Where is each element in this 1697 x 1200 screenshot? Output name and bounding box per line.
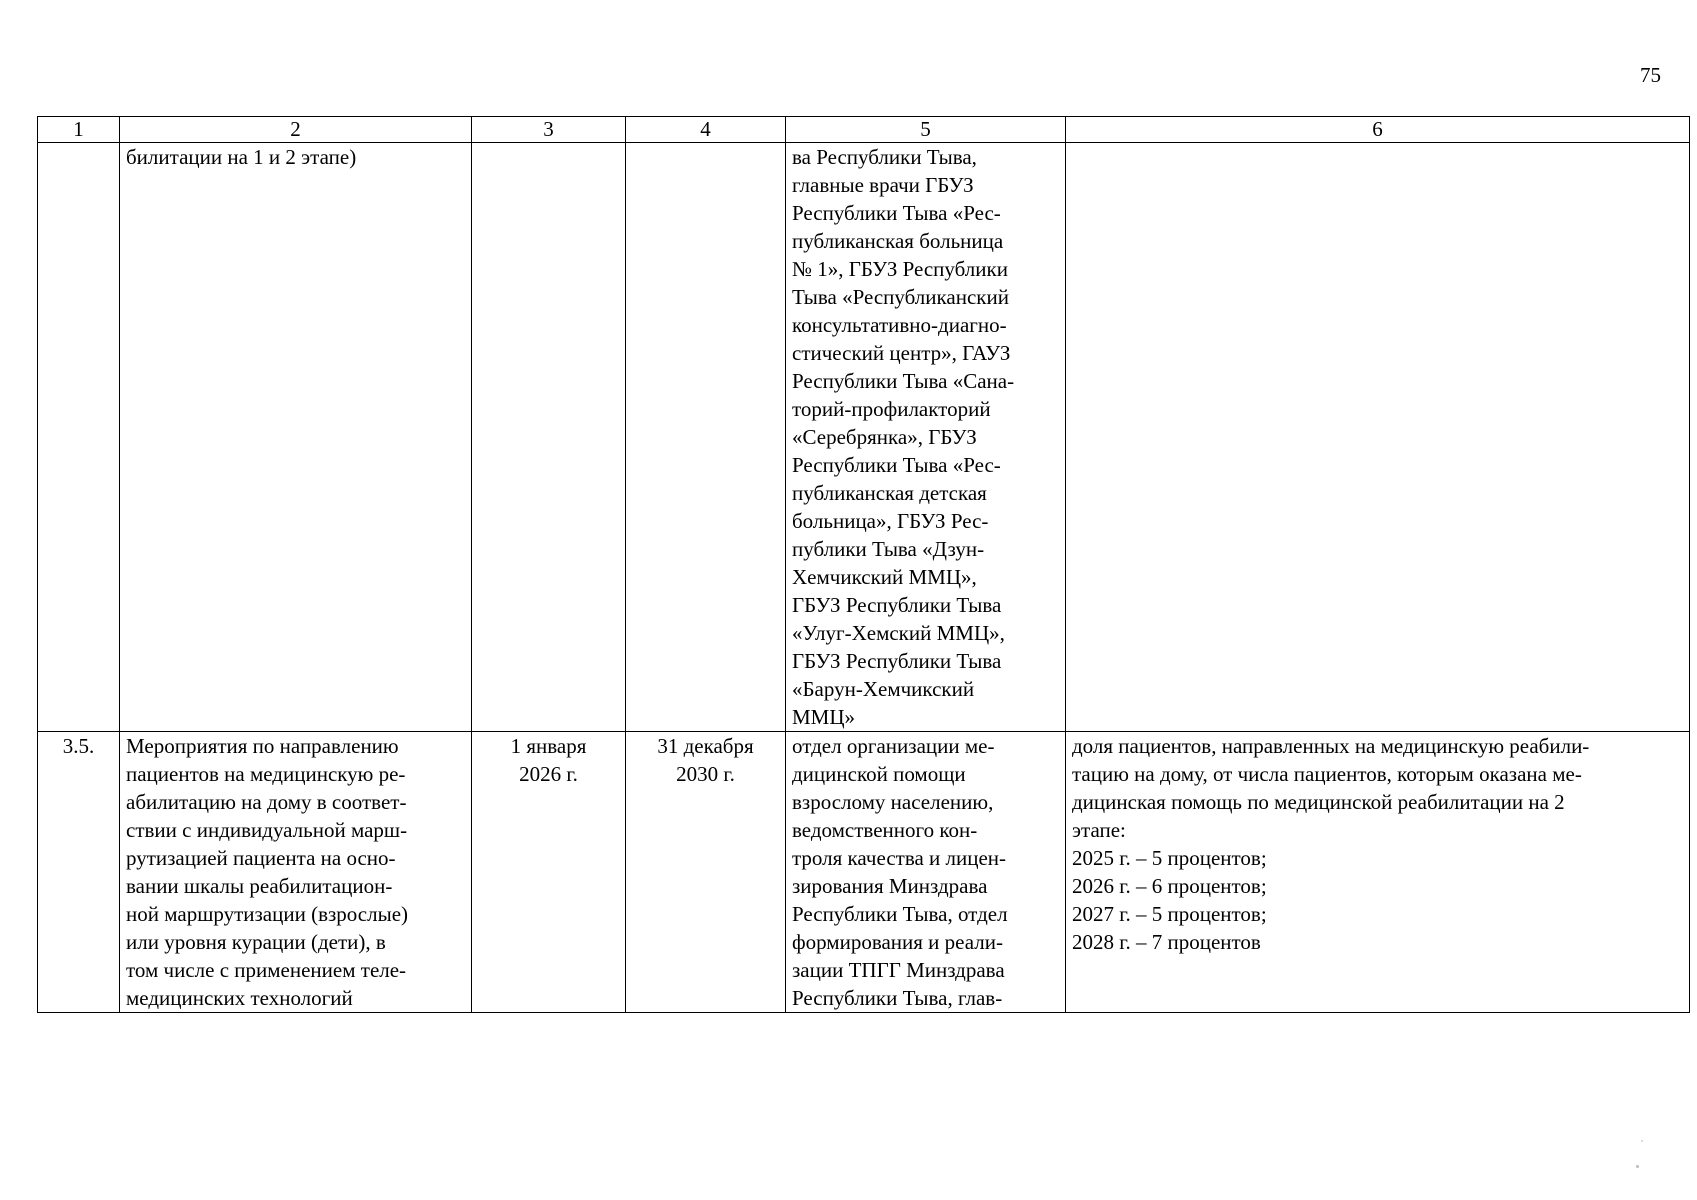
scan-speck — [1641, 1140, 1643, 1142]
table-row — [38, 732, 1690, 1013]
table-header-row — [38, 117, 1690, 143]
row1-activity-cell: билитации на 1 и 2 этапе) — [120, 143, 472, 732]
header-cell-2: 2 — [120, 117, 472, 143]
header-cell-1: 1 — [38, 117, 120, 143]
row2-indicator-cell: доля пациентов, направленных на медицинскую реабили- тацию на дому, от числа пациентов, которым оказана ме- дицинская помощь по медицинской реабилитации на 2 этапе: 2025 г. – 5 процентов; 2026 г. – 6 процентов; 2027 г. – 5 процентов; 2028 г. – 7 процентов — [1066, 732, 1690, 1013]
header-cell-6: 6 — [1066, 117, 1690, 143]
row1-start-date-cell — [472, 143, 626, 732]
row2-responsible-cell: отдел организации ме- дицинской помощи взрослому населению, ведомственного кон- троля качества и лицен- зирования Минздрава Республики Тыва, отдел формирования и реали- зации ТПГГ Минздрава Республики Тыва, глав- — [786, 732, 1066, 1013]
row1-indicator-cell — [1066, 143, 1690, 732]
document-table — [37, 116, 1690, 1013]
row1-end-date-cell — [626, 143, 786, 732]
page-number: 75 — [1640, 63, 1661, 87]
scan-speck — [1636, 1165, 1639, 1168]
row2-number-cell: 3.5. — [38, 732, 120, 1013]
header-cell-3: 3 — [472, 117, 626, 143]
row1-responsible-cell: ва Республики Тыва, главные врачи ГБУЗ Республики Тыва «Рес- публиканская больница № 1», ГБУЗ Республики Тыва «Республиканский консультативно-диагно- стический центр», ГАУЗ Республики Тыва «Сана- торий-профилакторий «Серебрянка», ГБУЗ Республики Тыва «Рес- публиканская детская больница», ГБУЗ Рес- публики Тыва «Дзун- Хемчикский ММЦ», ГБУЗ Республики Тыва «Улуг-Хемский ММЦ», ГБУЗ Республики Тыва «Барун-Хемчикский ММЦ» — [786, 143, 1066, 732]
header-cell-5: 5 — [786, 117, 1066, 143]
table-row — [38, 143, 1690, 732]
row2-activity-cell: Мероприятия по направлению пациентов на медицинскую ре- абилитацию на дому в соответ- ствии с индивидуальной марш- рутизацией пациента на осно- вании шкалы реабилитацион- ной маршрутизации (взрослые) или уровня курации (дети), в том числе с применением теле- медицинских технологий — [120, 732, 472, 1013]
row2-end-date-cell: 31 декабря 2030 г. — [626, 732, 786, 1013]
header-cell-4: 4 — [626, 117, 786, 143]
row2-start-date-cell: 1 января 2026 г. — [472, 732, 626, 1013]
row1-number-cell — [38, 143, 120, 732]
